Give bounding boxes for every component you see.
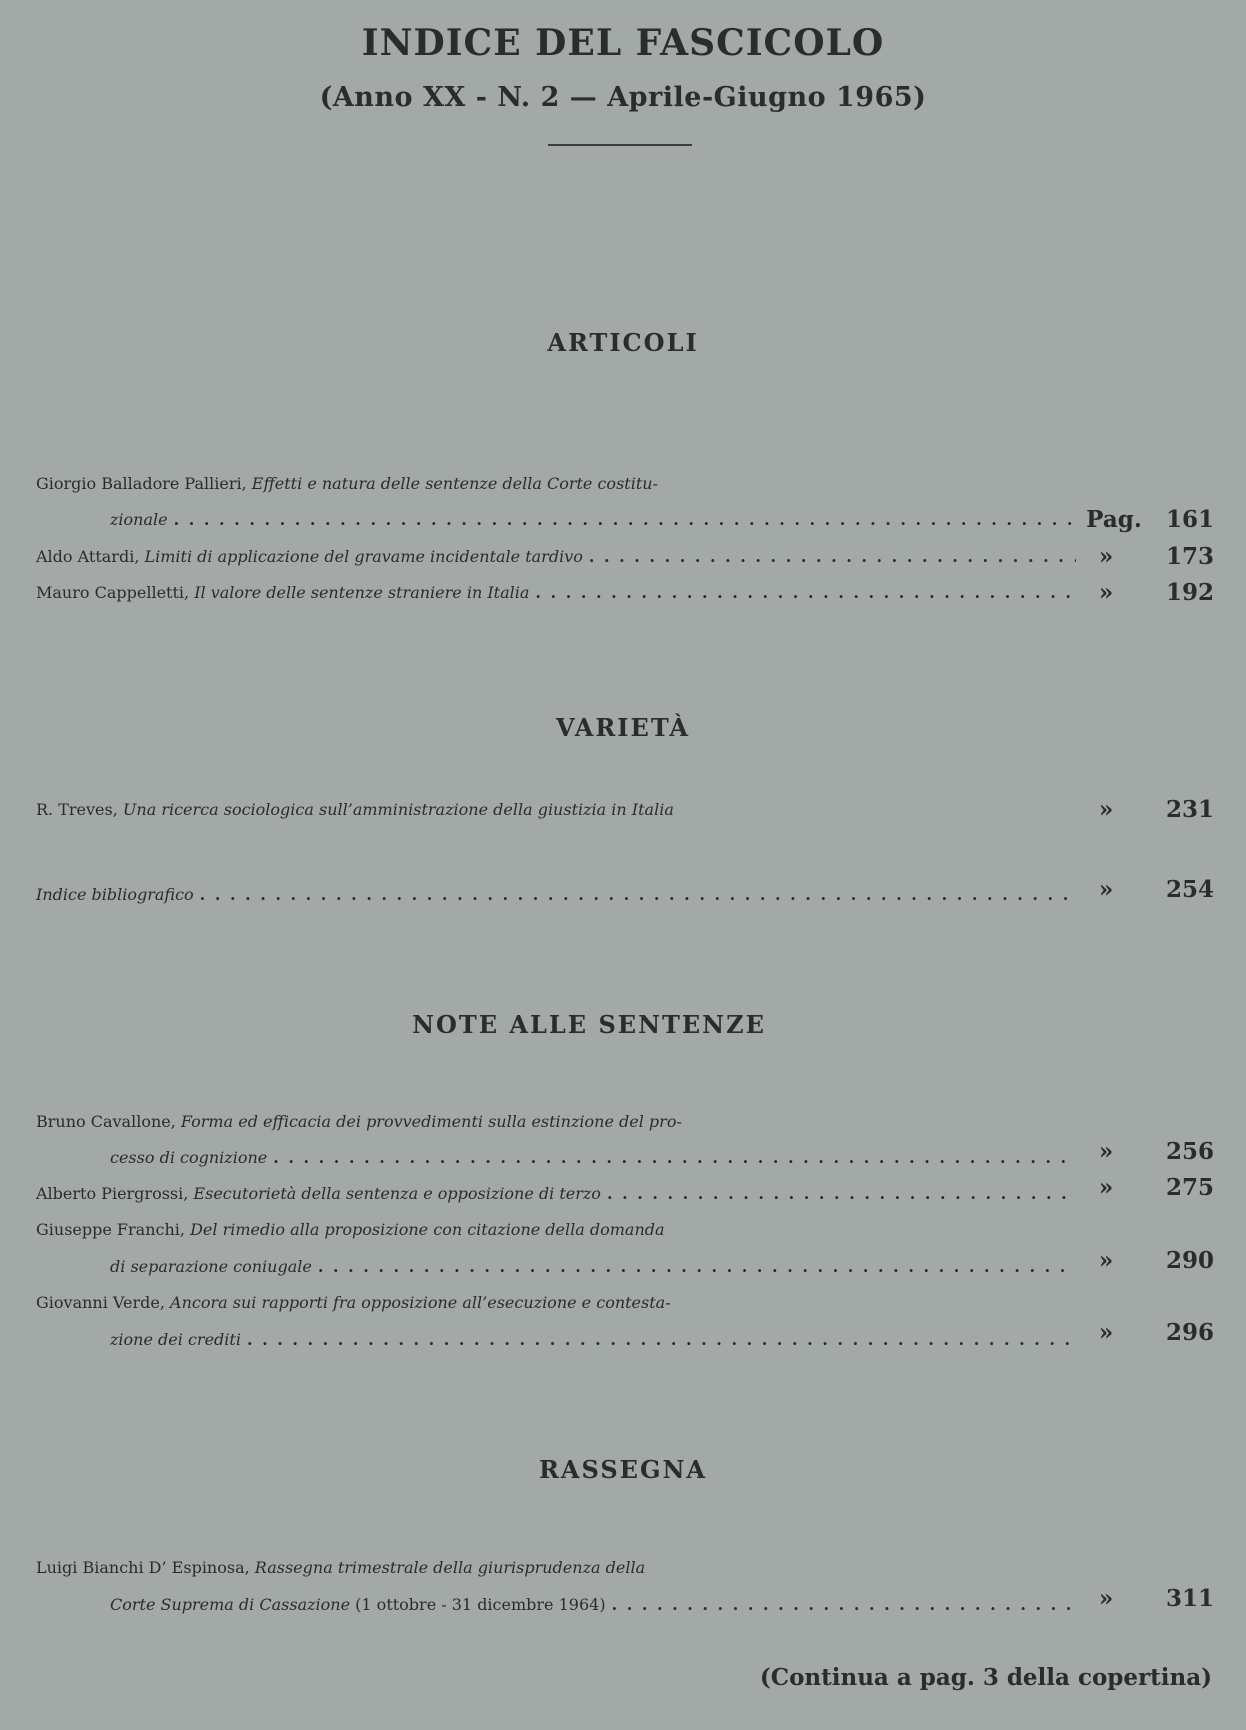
page-ref-label: »	[1098, 796, 1114, 823]
entry-title: Ancora sui rapporti fra opposizione all’esecuzione e contesta-	[170, 1293, 671, 1312]
entry-title-cont: Corte Suprema di Cassazione	[110, 1595, 351, 1614]
section-heading-varieta: VARIETÀ	[555, 713, 690, 742]
section-heading-articoli: ARTICOLI	[547, 328, 699, 357]
entry-title: Indice bibliografico	[36, 885, 194, 904]
entry-first-line	[36, 467, 1076, 501]
entry-first-line	[36, 576, 1076, 610]
leader-dots	[247, 1323, 1076, 1357]
entry-author: Bruno Cavallone,	[36, 1112, 176, 1131]
entry-continuation	[110, 1588, 1076, 1622]
entry-first-line	[36, 1551, 1076, 1585]
continuation-note: (Continua a pag. 3 della copertina)	[759, 1664, 1212, 1691]
leader-dots	[612, 1588, 1076, 1622]
entry-continuation	[110, 1141, 1076, 1175]
page-ref-label: »	[1098, 1174, 1114, 1201]
page-ref-label: »	[1098, 1247, 1114, 1274]
entry-author: Mauro Cappelletti,	[36, 583, 190, 602]
leader-dots	[174, 503, 1076, 537]
leader-dots	[318, 1250, 1076, 1284]
leader-dots	[273, 1141, 1076, 1175]
entry-author: Aldo Attardi,	[36, 547, 140, 566]
entry-first-line	[36, 878, 1076, 912]
page-ref-label: Pag.	[1086, 506, 1142, 533]
page-number: 192	[1165, 579, 1214, 606]
entry-title: Una ricerca sociologica sull’amministrazione della giustizia in Italia	[122, 800, 674, 819]
title-divider	[548, 144, 692, 146]
entry-author: Giuseppe Franchi,	[36, 1220, 185, 1239]
entry-first-line	[36, 793, 1076, 827]
entry-first-line	[36, 1213, 1076, 1247]
page-ref-label: »	[1098, 876, 1114, 903]
page-number: 254	[1165, 876, 1214, 903]
entry-author: Giovanni Verde,	[36, 1293, 165, 1312]
page-ref-label: »	[1098, 543, 1114, 570]
entry-first-line	[36, 540, 1076, 574]
entry-title: Forma ed efficacia dei provvedimenti sulla estinzione del pro-	[180, 1112, 682, 1131]
entry-first-line	[36, 1105, 1076, 1139]
entry-title: Limiti di applicazione del gravame incidentale tardivo	[144, 547, 583, 566]
page-title: INDICE DEL FASCICOLO	[361, 22, 885, 64]
page-number: 275	[1165, 1174, 1214, 1201]
entry-author: Alberto Piergrossi,	[36, 1184, 189, 1203]
entry-date-range: (1 ottobre - 31 dicembre 1964)	[355, 1595, 606, 1614]
entry-continuation	[110, 503, 1076, 537]
page-number: 290	[1165, 1247, 1214, 1274]
page-number: 256	[1165, 1138, 1214, 1165]
entry-title-cont: zione dei crediti	[110, 1330, 241, 1349]
page-ref-label: »	[1098, 1138, 1114, 1165]
page-number: 296	[1165, 1319, 1214, 1346]
entry-title-cont: zionale	[110, 510, 168, 529]
entry-title: Del rimedio alla proposizione con citazione della domanda	[190, 1220, 665, 1239]
page-ref-label: »	[1098, 1319, 1114, 1346]
entry-title-cont: cesso di cognizione	[110, 1148, 268, 1167]
page-ref-label: »	[1098, 579, 1114, 606]
entry-first-line	[36, 1286, 1076, 1320]
leader-dots	[589, 540, 1076, 574]
page-number: 231	[1165, 796, 1214, 823]
entry-title: Esecutorietà della sentenza e opposizione di terzo	[193, 1184, 601, 1203]
section-heading-rassegna: RASSEGNA	[538, 1455, 708, 1484]
entry-title: Effetti e natura delle sentenze della Corte costitu-	[251, 474, 658, 493]
page-number: 173	[1165, 543, 1214, 570]
page-number: 161	[1165, 506, 1214, 533]
entry-first-line	[36, 1177, 1076, 1211]
leader-dots	[607, 1177, 1076, 1211]
entry-continuation	[110, 1250, 1076, 1284]
page-number: 311	[1165, 1585, 1214, 1612]
entry-title-cont: di separazione coniugale	[110, 1257, 312, 1276]
entry-title: Rassegna trimestrale della giurisprudenza della	[254, 1558, 646, 1577]
entry-author: Giorgio Balladore Pallieri,	[36, 474, 247, 493]
page-ref-label: »	[1098, 1585, 1114, 1612]
entry-continuation	[110, 1323, 1076, 1357]
leader-dots	[200, 878, 1076, 912]
leader-dots	[535, 576, 1076, 610]
entry-author: Luigi Bianchi D’ Espinosa,	[36, 1558, 250, 1577]
entry-title: Il valore delle sentenze straniere in Italia	[194, 583, 530, 602]
section-heading-note: NOTE ALLE SENTENZE	[412, 1010, 766, 1039]
entry-author: R. Treves,	[36, 800, 118, 819]
issue-subtitle: (Anno XX - N. 2 — Aprile-Giugno 1965)	[319, 82, 927, 113]
